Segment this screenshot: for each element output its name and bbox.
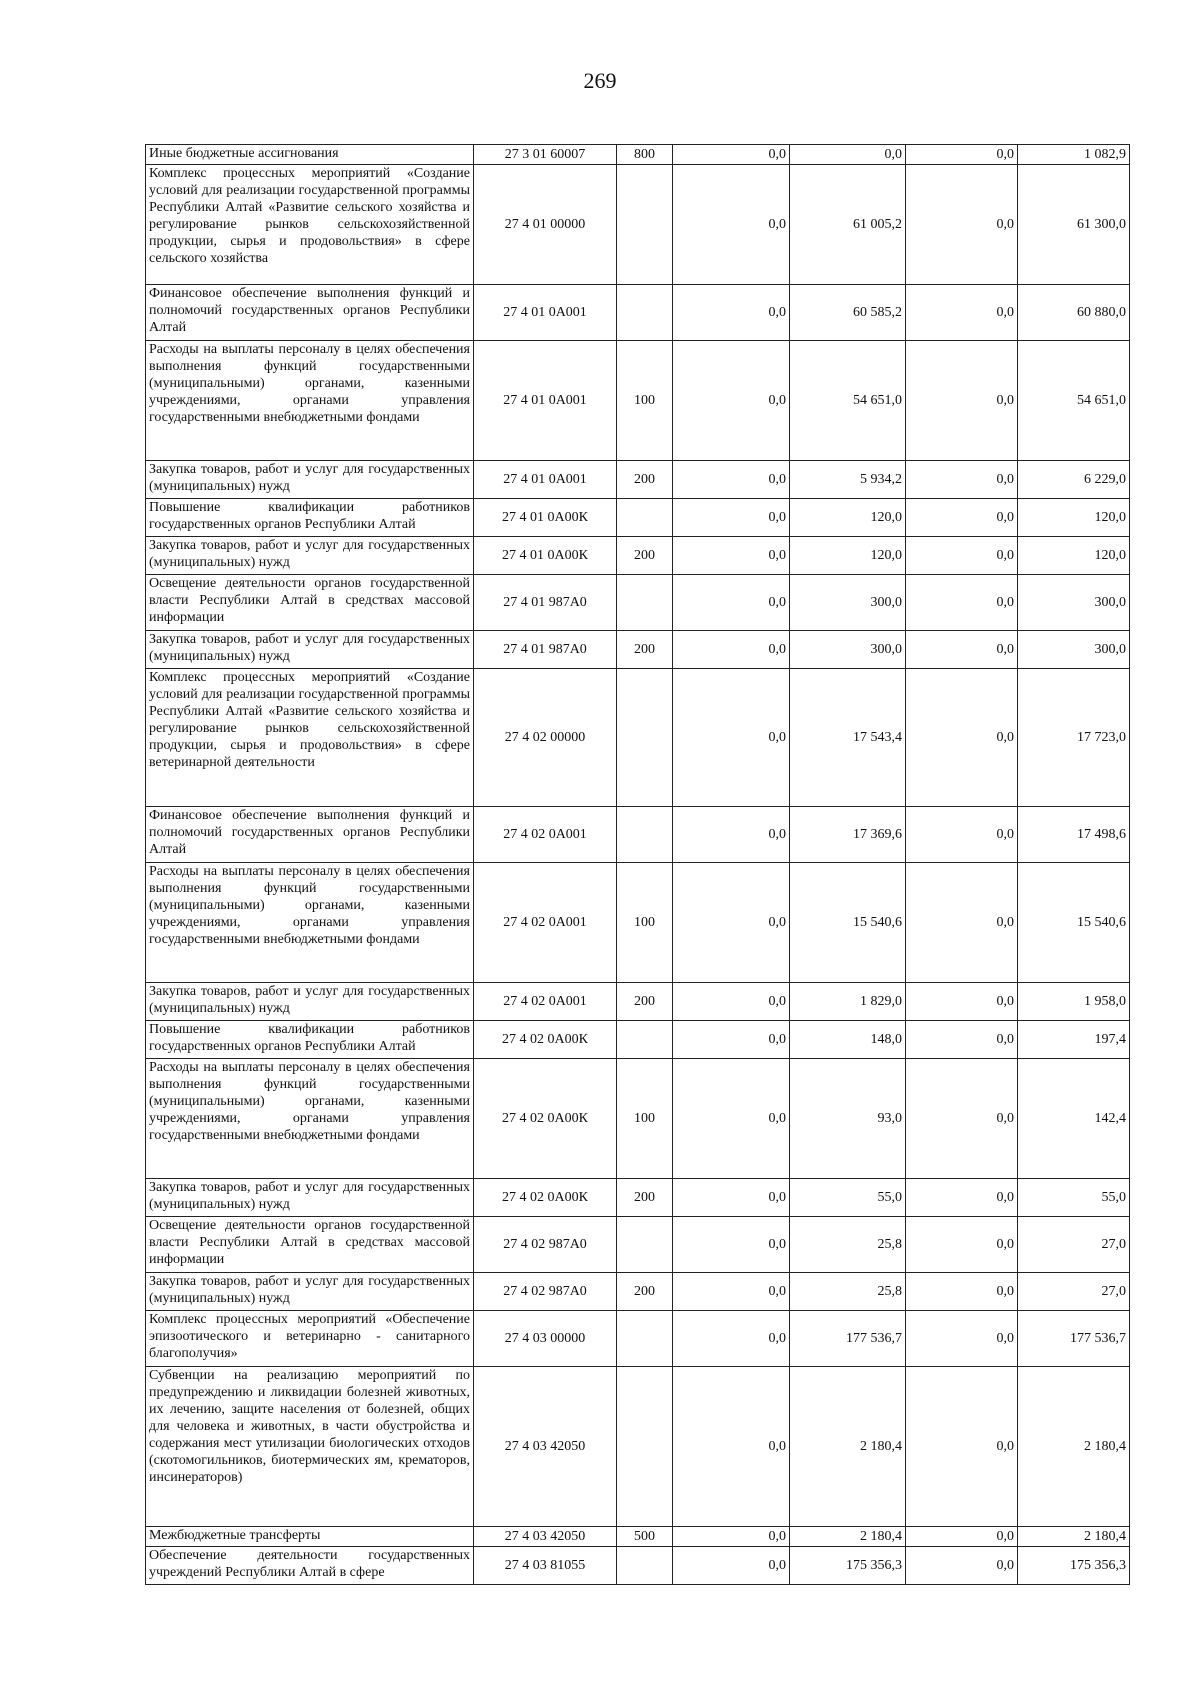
amount-col-1: 0,0 bbox=[673, 1367, 790, 1527]
table-row bbox=[146, 165, 1130, 285]
amount-col-4: 2 180,4 bbox=[1018, 1367, 1130, 1527]
amount-col-4: 1 082,9 bbox=[1018, 145, 1130, 165]
amount-col-1: 0,0 bbox=[673, 461, 790, 499]
table-row bbox=[146, 631, 1130, 669]
budget-item-name: Комплекс процессных мероприятий «Создание условий для реализации государственной программы Республики Алтай «Развитие сельского хозяйства и регулирование рынков сельскохозяйственной продукции, сырья и продовольствия» в сфере сельского хозяйства bbox=[146, 165, 474, 285]
amount-col-3: 0,0 bbox=[906, 669, 1018, 807]
target-article-code: 27 4 01 0А00К bbox=[474, 537, 617, 575]
table-row bbox=[146, 145, 1130, 165]
budget-item-name: Закупка товаров, работ и услуг для государственных (муниципальных) нужд bbox=[146, 461, 474, 499]
amount-col-2: 54 651,0 bbox=[790, 341, 906, 461]
target-article-code: 27 4 01 00000 bbox=[474, 165, 617, 285]
expense-type-code bbox=[617, 1311, 673, 1367]
target-article-code: 27 3 01 60007 bbox=[474, 145, 617, 165]
amount-col-1: 0,0 bbox=[673, 537, 790, 575]
amount-col-3: 0,0 bbox=[906, 499, 1018, 537]
target-article-code: 27 4 02 0А001 bbox=[474, 863, 617, 983]
amount-col-3: 0,0 bbox=[906, 983, 1018, 1021]
amount-col-4: 197,4 bbox=[1018, 1021, 1130, 1059]
amount-col-3: 0,0 bbox=[906, 1059, 1018, 1179]
amount-col-3: 0,0 bbox=[906, 1311, 1018, 1367]
table-row bbox=[146, 537, 1130, 575]
expense-type-code: 200 bbox=[617, 461, 673, 499]
expense-type-code: 500 bbox=[617, 1527, 673, 1547]
amount-col-1: 0,0 bbox=[673, 1217, 790, 1273]
amount-col-3: 0,0 bbox=[906, 1273, 1018, 1311]
table-row bbox=[146, 575, 1130, 631]
budget-item-name: Финансовое обеспечение выполнения функций и полномочий государственных органов Республики Алтай bbox=[146, 807, 474, 863]
budget-item-name: Повышение квалификации работников государственных органов Республики Алтай bbox=[146, 499, 474, 537]
amount-col-4: 300,0 bbox=[1018, 575, 1130, 631]
expense-type-code bbox=[617, 1217, 673, 1273]
amount-col-2: 0,0 bbox=[790, 145, 906, 165]
table-row bbox=[146, 1217, 1130, 1273]
budget-item-name: Закупка товаров, работ и услуг для государственных (муниципальных) нужд bbox=[146, 1273, 474, 1311]
amount-col-3: 0,0 bbox=[906, 461, 1018, 499]
amount-col-4: 120,0 bbox=[1018, 537, 1130, 575]
target-article-code: 27 4 01 987А0 bbox=[474, 575, 617, 631]
expense-type-code: 100 bbox=[617, 863, 673, 983]
amount-col-4: 55,0 bbox=[1018, 1179, 1130, 1217]
amount-col-1: 0,0 bbox=[673, 631, 790, 669]
amount-col-2: 300,0 bbox=[790, 575, 906, 631]
amount-col-2: 25,8 bbox=[790, 1217, 906, 1273]
amount-col-1: 0,0 bbox=[673, 807, 790, 863]
amount-col-2: 93,0 bbox=[790, 1059, 906, 1179]
amount-col-3: 0,0 bbox=[906, 165, 1018, 285]
amount-col-2: 2 180,4 bbox=[790, 1367, 906, 1527]
amount-col-4: 2 180,4 bbox=[1018, 1527, 1130, 1547]
target-article-code: 27 4 03 42050 bbox=[474, 1527, 617, 1547]
budget-item-name: Обеспечение деятельности государственных учреждений Республики Алтай в сфере bbox=[146, 1547, 474, 1585]
amount-col-2: 5 934,2 bbox=[790, 461, 906, 499]
amount-col-1: 0,0 bbox=[673, 285, 790, 341]
table-row bbox=[146, 983, 1130, 1021]
amount-col-3: 0,0 bbox=[906, 145, 1018, 165]
budget-item-name: Освещение деятельности органов государственной власти Республики Алтай в средствах массовой информации bbox=[146, 1217, 474, 1273]
budget-item-name: Комплекс процессных мероприятий «Обеспечение эпизоотического и ветеринарно - санитарного благополучия» bbox=[146, 1311, 474, 1367]
amount-col-1: 0,0 bbox=[673, 341, 790, 461]
table-row bbox=[146, 1021, 1130, 1059]
budget-item-name: Финансовое обеспечение выполнения функций и полномочий государственных органов Республики Алтай bbox=[146, 285, 474, 341]
budget-item-name: Межбюджетные трансферты bbox=[146, 1527, 474, 1547]
amount-col-2: 25,8 bbox=[790, 1273, 906, 1311]
amount-col-4: 1 958,0 bbox=[1018, 983, 1130, 1021]
amount-col-3: 0,0 bbox=[906, 631, 1018, 669]
amount-col-1: 0,0 bbox=[673, 1059, 790, 1179]
table-row bbox=[146, 285, 1130, 341]
table-row bbox=[146, 1311, 1130, 1367]
amount-col-1: 0,0 bbox=[673, 499, 790, 537]
budget-item-name: Повышение квалификации работников государственных органов Республики Алтай bbox=[146, 1021, 474, 1059]
table-row bbox=[146, 1527, 1130, 1547]
table-row bbox=[146, 1273, 1130, 1311]
amount-col-4: 27,0 bbox=[1018, 1217, 1130, 1273]
page-number: 269 bbox=[583, 68, 617, 93]
amount-col-3: 0,0 bbox=[906, 1547, 1018, 1585]
table-row bbox=[146, 1367, 1130, 1527]
amount-col-1: 0,0 bbox=[673, 1527, 790, 1547]
budget-item-name: Субвенции на реализацию мероприятий по предупреждению и ликвидации болезней животных, их лечению, защите населения от болезней, общих для человека и животных, в части обустройства и содержания мест утилизации биологических отходов (скотомогильников, биотермических ям, крематоров, инсинераторов) bbox=[146, 1367, 474, 1527]
amount-col-4: 61 300,0 bbox=[1018, 165, 1130, 285]
amount-col-2: 1 829,0 bbox=[790, 983, 906, 1021]
expense-type-code: 200 bbox=[617, 631, 673, 669]
amount-col-2: 17 543,4 bbox=[790, 669, 906, 807]
target-article-code: 27 4 02 0А00К bbox=[474, 1059, 617, 1179]
amount-col-3: 0,0 bbox=[906, 1021, 1018, 1059]
amount-col-1: 0,0 bbox=[673, 1273, 790, 1311]
target-article-code: 27 4 02 0А001 bbox=[474, 983, 617, 1021]
target-article-code: 27 4 02 0А00К bbox=[474, 1179, 617, 1217]
amount-col-3: 0,0 bbox=[906, 341, 1018, 461]
amount-col-1: 0,0 bbox=[673, 575, 790, 631]
budget-table-body bbox=[146, 145, 1130, 1585]
amount-col-3: 0,0 bbox=[906, 537, 1018, 575]
budget-item-name: Расходы на выплаты персоналу в целях обеспечения выполнения функций государственными (муниципальными) органами, казенными учреждениями, органами управления государственными внебюджетными фондами bbox=[146, 341, 474, 461]
amount-col-4: 177 536,7 bbox=[1018, 1311, 1130, 1367]
target-article-code: 27 4 03 81055 bbox=[474, 1547, 617, 1585]
table-row bbox=[146, 1179, 1130, 1217]
amount-col-2: 55,0 bbox=[790, 1179, 906, 1217]
amount-col-2: 120,0 bbox=[790, 537, 906, 575]
table-row bbox=[146, 863, 1130, 983]
amount-col-2: 148,0 bbox=[790, 1021, 906, 1059]
target-article-code: 27 4 02 0А001 bbox=[474, 807, 617, 863]
target-article-code: 27 4 01 0А001 bbox=[474, 285, 617, 341]
expense-type-code bbox=[617, 499, 673, 537]
expense-type-code: 200 bbox=[617, 983, 673, 1021]
amount-col-2: 120,0 bbox=[790, 499, 906, 537]
amount-col-1: 0,0 bbox=[673, 1021, 790, 1059]
amount-col-4: 17 723,0 bbox=[1018, 669, 1130, 807]
amount-col-3: 0,0 bbox=[906, 1179, 1018, 1217]
amount-col-3: 0,0 bbox=[906, 1217, 1018, 1273]
amount-col-1: 0,0 bbox=[673, 1311, 790, 1367]
target-article-code: 27 4 02 00000 bbox=[474, 669, 617, 807]
amount-col-4: 27,0 bbox=[1018, 1273, 1130, 1311]
amount-col-2: 15 540,6 bbox=[790, 863, 906, 983]
amount-col-1: 0,0 bbox=[673, 1179, 790, 1217]
amount-col-1: 0,0 bbox=[673, 669, 790, 807]
expense-type-code: 200 bbox=[617, 1273, 673, 1311]
amount-col-3: 0,0 bbox=[906, 285, 1018, 341]
target-article-code: 27 4 03 00000 bbox=[474, 1311, 617, 1367]
expense-type-code: 200 bbox=[617, 537, 673, 575]
table-row bbox=[146, 499, 1130, 537]
amount-col-4: 17 498,6 bbox=[1018, 807, 1130, 863]
expense-type-code bbox=[617, 165, 673, 285]
expense-type-code bbox=[617, 575, 673, 631]
budget-item-name: Закупка товаров, работ и услуг для государственных (муниципальных) нужд bbox=[146, 631, 474, 669]
amount-col-2: 61 005,2 bbox=[790, 165, 906, 285]
amount-col-4: 120,0 bbox=[1018, 499, 1130, 537]
budget-item-name: Расходы на выплаты персоналу в целях обеспечения выполнения функций государственными (муниципальными) органами, казенными учреждениями, органами управления государственными внебюджетными фондами bbox=[146, 863, 474, 983]
table-row bbox=[146, 461, 1130, 499]
table-row bbox=[146, 807, 1130, 863]
table-row bbox=[146, 1547, 1130, 1585]
target-article-code: 27 4 02 987А0 bbox=[474, 1217, 617, 1273]
expense-type-code bbox=[617, 1547, 673, 1585]
amount-col-1: 0,0 bbox=[673, 983, 790, 1021]
table-row bbox=[146, 669, 1130, 807]
amount-col-2: 177 536,7 bbox=[790, 1311, 906, 1367]
expense-type-code: 200 bbox=[617, 1179, 673, 1217]
amount-col-2: 2 180,4 bbox=[790, 1527, 906, 1547]
budget-item-name: Закупка товаров, работ и услуг для государственных (муниципальных) нужд bbox=[146, 983, 474, 1021]
target-article-code: 27 4 01 0А001 bbox=[474, 341, 617, 461]
budget-item-name: Комплекс процессных мероприятий «Создание условий для реализации государственной программы Республики Алтай «Развитие сельского хозяйства и регулирование рынков сельскохозяйственной продукции, сырья и продовольствия» в сфере ветеринарной деятельности bbox=[146, 669, 474, 807]
expense-type-code bbox=[617, 1021, 673, 1059]
amount-col-2: 17 369,6 bbox=[790, 807, 906, 863]
budget-item-name: Иные бюджетные ассигнования bbox=[146, 145, 474, 165]
target-article-code: 27 4 01 987А0 bbox=[474, 631, 617, 669]
amount-col-4: 15 540,6 bbox=[1018, 863, 1130, 983]
target-article-code: 27 4 02 987А0 bbox=[474, 1273, 617, 1311]
budget-item-name: Расходы на выплаты персоналу в целях обеспечения выполнения функций государственными (муниципальными) органами, казенными учреждениями, органами управления государственными внебюджетными фондами bbox=[146, 1059, 474, 1179]
amount-col-4: 300,0 bbox=[1018, 631, 1130, 669]
expense-type-code bbox=[617, 285, 673, 341]
target-article-code: 27 4 01 0А001 bbox=[474, 461, 617, 499]
budget-item-name: Закупка товаров, работ и услуг для государственных (муниципальных) нужд bbox=[146, 1179, 474, 1217]
amount-col-1: 0,0 bbox=[673, 165, 790, 285]
expense-type-code bbox=[617, 669, 673, 807]
amount-col-2: 300,0 bbox=[790, 631, 906, 669]
amount-col-2: 60 585,2 bbox=[790, 285, 906, 341]
target-article-code: 27 4 02 0А00К bbox=[474, 1021, 617, 1059]
amount-col-1: 0,0 bbox=[673, 1547, 790, 1585]
target-article-code: 27 4 01 0А00К bbox=[474, 499, 617, 537]
amount-col-1: 0,0 bbox=[673, 145, 790, 165]
amount-col-3: 0,0 bbox=[906, 1367, 1018, 1527]
budget-item-name: Закупка товаров, работ и услуг для государственных (муниципальных) нужд bbox=[146, 537, 474, 575]
budget-table bbox=[145, 144, 1130, 1585]
amount-col-3: 0,0 bbox=[906, 807, 1018, 863]
amount-col-4: 60 880,0 bbox=[1018, 285, 1130, 341]
amount-col-4: 175 356,3 bbox=[1018, 1547, 1130, 1585]
expense-type-code bbox=[617, 807, 673, 863]
expense-type-code: 100 bbox=[617, 341, 673, 461]
amount-col-3: 0,0 bbox=[906, 863, 1018, 983]
amount-col-2: 175 356,3 bbox=[790, 1547, 906, 1585]
expense-type-code: 800 bbox=[617, 145, 673, 165]
amount-col-3: 0,0 bbox=[906, 575, 1018, 631]
table-row bbox=[146, 341, 1130, 461]
amount-col-1: 0,0 bbox=[673, 863, 790, 983]
amount-col-4: 6 229,0 bbox=[1018, 461, 1130, 499]
table-row bbox=[146, 1059, 1130, 1179]
expense-type-code bbox=[617, 1367, 673, 1527]
amount-col-3: 0,0 bbox=[906, 1527, 1018, 1547]
amount-col-4: 54 651,0 bbox=[1018, 341, 1130, 461]
budget-item-name: Освещение деятельности органов государственной власти Республики Алтай в средствах массовой информации bbox=[146, 575, 474, 631]
expense-type-code: 100 bbox=[617, 1059, 673, 1179]
target-article-code: 27 4 03 42050 bbox=[474, 1367, 617, 1527]
amount-col-4: 142,4 bbox=[1018, 1059, 1130, 1179]
